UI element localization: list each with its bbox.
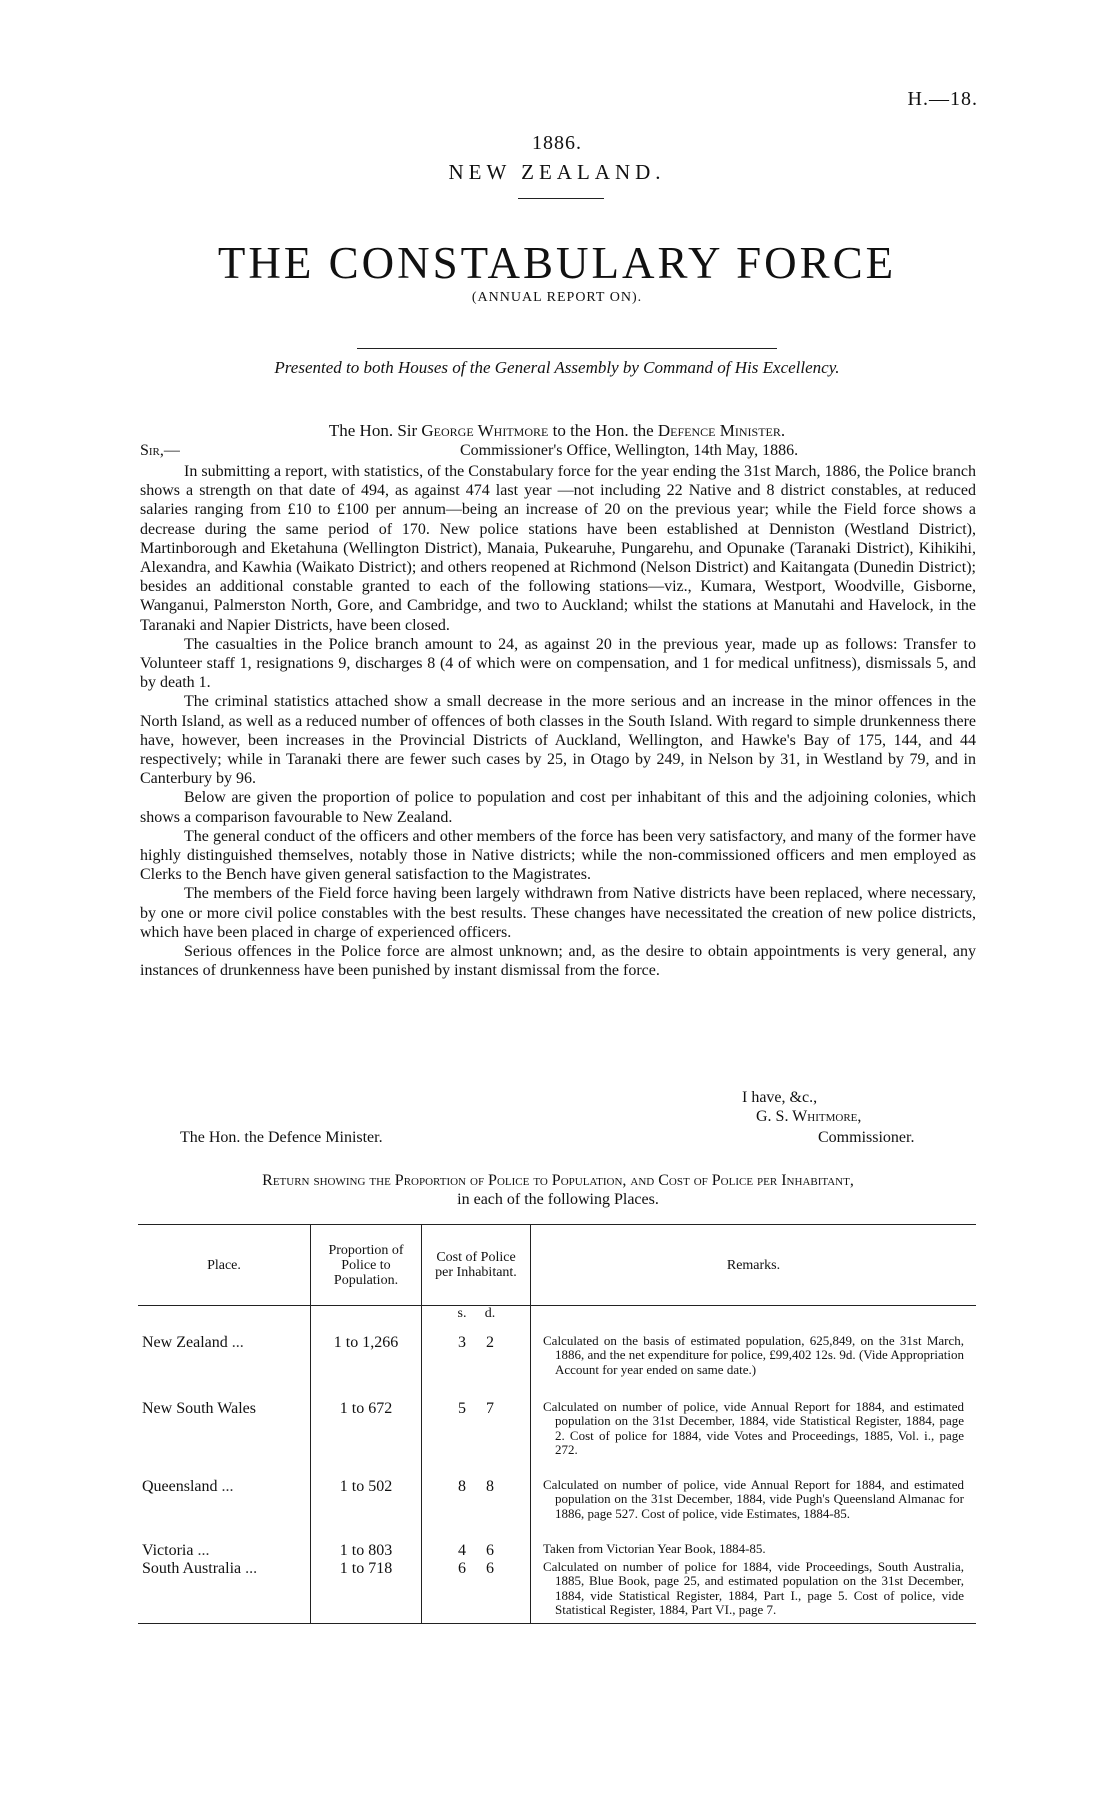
row-place: New South Wales <box>142 1400 256 1417</box>
header-cost: Cost of Police per Inhabitant. <box>422 1225 531 1306</box>
document-reference: H.—18. <box>907 88 978 110</box>
row-remarks: Calculated on number of police for 1884, vide Proceedings, South Australia, 1885, Blue Book, page 25, and estimated population on the 31st December, 1884, vide Statistical Register, 1884, Part I., page 5. Cost of police, vide Statistical Register, 1884, Part VI., page 7. <box>543 1559 964 1617</box>
table-row <box>138 1334 976 1400</box>
row-remarks: Calculated on number of police, vide Annual Report for 1884, and estimated population on the 31st December, 1884, vide Pugh's Queensland Almanac for 1886, page 527. Cost of police, vide Estimates, 1884-85. <box>543 1477 964 1521</box>
row-shillings: 4 <box>458 1542 466 1559</box>
row-remarks: Taken from Victorian Year Book, 1884-85. <box>543 1541 766 1556</box>
row-proportion: 1 to 672 <box>311 1400 422 1478</box>
table-row <box>138 1400 976 1478</box>
letter-paragraph: In submitting a report, with statistics, of the Constabulary force for the year ending the 31st March, 1886, the Police branch shows a strength on that date of 494, as against 474 last year —not including 22 Native and 8 district constables, at reduced salaries ranging from £10 to £100 per annum—being an increase of 20 on the previous year; while the Field force shows a decrease during the same period of 170. New police stations have been established at Denniston (Westland District), Martinborough and Eketahuna (Wellington District), Manaia, Pukearuhe, Pungarehu, and Opunake (Taranaki District), Kihikihi, Alexandra, and Kawhia (Waikato District); and others reopened at Richmond (Nelson District) and Kaitangata (Dunedin District); besides an additional constable granted to each of the following stations—viz., Kumara, Westport, Woodville, Gisborne, Wanganui, Palmerston North, Gore, and Cambridge, and two to Auckland; whilst the stations at Manutahi and Havelock, in the Taranaki and Napier Districts, have been closed. <box>140 463 976 634</box>
presented-line: Presented to both Houses of the General Assembly by Command of His Excellency. <box>274 358 840 377</box>
table-row <box>138 1560 976 1624</box>
address-recipient: Defence Minister. <box>657 421 786 440</box>
row-shillings: 5 <box>458 1400 466 1417</box>
row-proportion: 1 to 803 <box>311 1542 422 1560</box>
letter-body <box>140 462 976 980</box>
document-year: 1886. <box>532 132 582 154</box>
divider-mid <box>357 348 777 349</box>
document-country: NEW ZEALAND. <box>448 160 666 184</box>
letter-addressee: The Hon. the Defence Minister. <box>180 1129 383 1146</box>
row-remarks: Calculated on the basis of estimated population, 625,849, on the 31st March, 1886, and the net expenditure for police, £99,402 12s. 9d. (Vide Appropriation Account for year ended on same date.) <box>543 1333 964 1377</box>
row-shillings: 3 <box>458 1334 466 1351</box>
row-dots: ... <box>245 1560 258 1577</box>
return-title-line2: in each of the following Places. <box>457 1191 659 1208</box>
return-title-line1: Return showing the Proportion of Police to Population, and Cost of Police per Inhabitant, <box>262 1172 854 1189</box>
header-proportion: Proportion of Police to Population. <box>311 1225 422 1306</box>
row-dots: ... <box>231 1334 244 1351</box>
letter-salutation: Sir,— <box>140 442 180 459</box>
row-pence: 8 <box>486 1478 494 1495</box>
row-dots: ... <box>197 1542 210 1559</box>
row-shillings: 6 <box>458 1560 466 1577</box>
page-title: THE CONSTABULARY FORCE <box>217 238 897 288</box>
row-place: New Zealand <box>142 1334 228 1351</box>
return-title <box>140 1171 976 1209</box>
row-pence: 2 <box>486 1334 494 1351</box>
unit-pence: d. <box>484 1306 496 1321</box>
header-remarks: Remarks. <box>531 1225 977 1306</box>
letter-address <box>0 421 1114 441</box>
row-remarks: Calculated on number of police, vide Annual Report for 1884, and estimated population on the 31st December, 1884, vide Statistical Register, 1884, page 2. Cost of police for 1884, vide Votes and Proceedings, 1885, Vol. i., page 272. <box>543 1399 964 1457</box>
letter-paragraph: The members of the Field force having been largely withdrawn from Native districts have been replaced, where necessary, by one or more civil police constables with the best results. These changes have necessitated the creation of new police districts, which have been placed in charge of experienced officers. <box>140 885 976 941</box>
divider-short <box>518 198 604 199</box>
row-proportion: 1 to 502 <box>311 1478 422 1542</box>
row-place: Victoria <box>142 1542 194 1559</box>
row-place: South Australia <box>142 1560 242 1577</box>
row-dots: ... <box>221 1478 234 1495</box>
return-table <box>138 1224 976 1624</box>
letter-paragraph: Serious offences in the Police force are almost unknown; and, as the desire to obtain appointments is very general, any instances of drunkenness have been punished by instant dismissal from the force. <box>140 943 976 980</box>
cost-units <box>422 1306 531 1335</box>
address-middle: to the Hon. the <box>552 421 654 440</box>
letter-paragraph: The general conduct of the officers and other members of the force has been very satisfactory, and many of the former have highly distinguished themselves, notably those in Native districts; while the non-commissioned officers and men employed as Clerks to the Bench have given general satisfaction to the Magistrates. <box>140 827 976 884</box>
table-row <box>138 1478 976 1542</box>
address-sender: George Whitmore <box>421 421 549 440</box>
signatory-title: Commissioner. <box>818 1129 915 1146</box>
address-prefix: The Hon. Sir <box>328 421 418 440</box>
table-row <box>138 1542 976 1560</box>
units-row <box>138 1306 976 1335</box>
table-header-row <box>138 1225 976 1306</box>
page-subtitle: (ANNUAL REPORT ON). <box>471 290 643 305</box>
letter-paragraph: Below are given the proportion of police to population and cost per inhabitant of this and the adjoining colonies, which shows a comparison favourable to New Zealand. <box>140 789 976 826</box>
letter-paragraph: The criminal statistics attached show a small decrease in the more serious and an increase in the minor offences in the North Island, as well as a reduced number of offences of both classes in the South Island. With regard to simple drunkenness there have, however, been increases in the Provincial Districts of Auckland, Wellington, and Hawke's Bay of 175, 144, and 44 respectively; while in Taranaki there are fewer such cases by 25, in Otago by 249, in Nelson by 31, in Westland by 79, and in Canterbury by 96. <box>140 693 976 788</box>
letter-signature: G. S. Whitmore, <box>756 1108 862 1125</box>
row-place: Queensland <box>142 1478 218 1495</box>
letter-paragraph: The casualties in the Police branch amount to 24, as against 20 in the previous year, made up as follows: Transfer to Volunteer staff 1, resignations 9, discharges 8 (4 of which were on compensation, and 1 for medical unfitness), dismissals 5, and by death 1. <box>140 635 976 692</box>
row-proportion: 1 to 718 <box>311 1560 422 1624</box>
row-shillings: 8 <box>458 1478 466 1495</box>
row-pence: 7 <box>486 1400 494 1417</box>
row-pence: 6 <box>486 1542 494 1559</box>
unit-shillings: s. <box>457 1306 467 1321</box>
letter-dateline: Commissioner's Office, Wellington, 14th May, 1886. <box>460 442 799 459</box>
row-pence: 6 <box>486 1560 494 1577</box>
row-proportion: 1 to 1,266 <box>311 1334 422 1400</box>
letter-closing: I have, &c., <box>742 1089 818 1106</box>
header-place: Place. <box>138 1225 311 1306</box>
